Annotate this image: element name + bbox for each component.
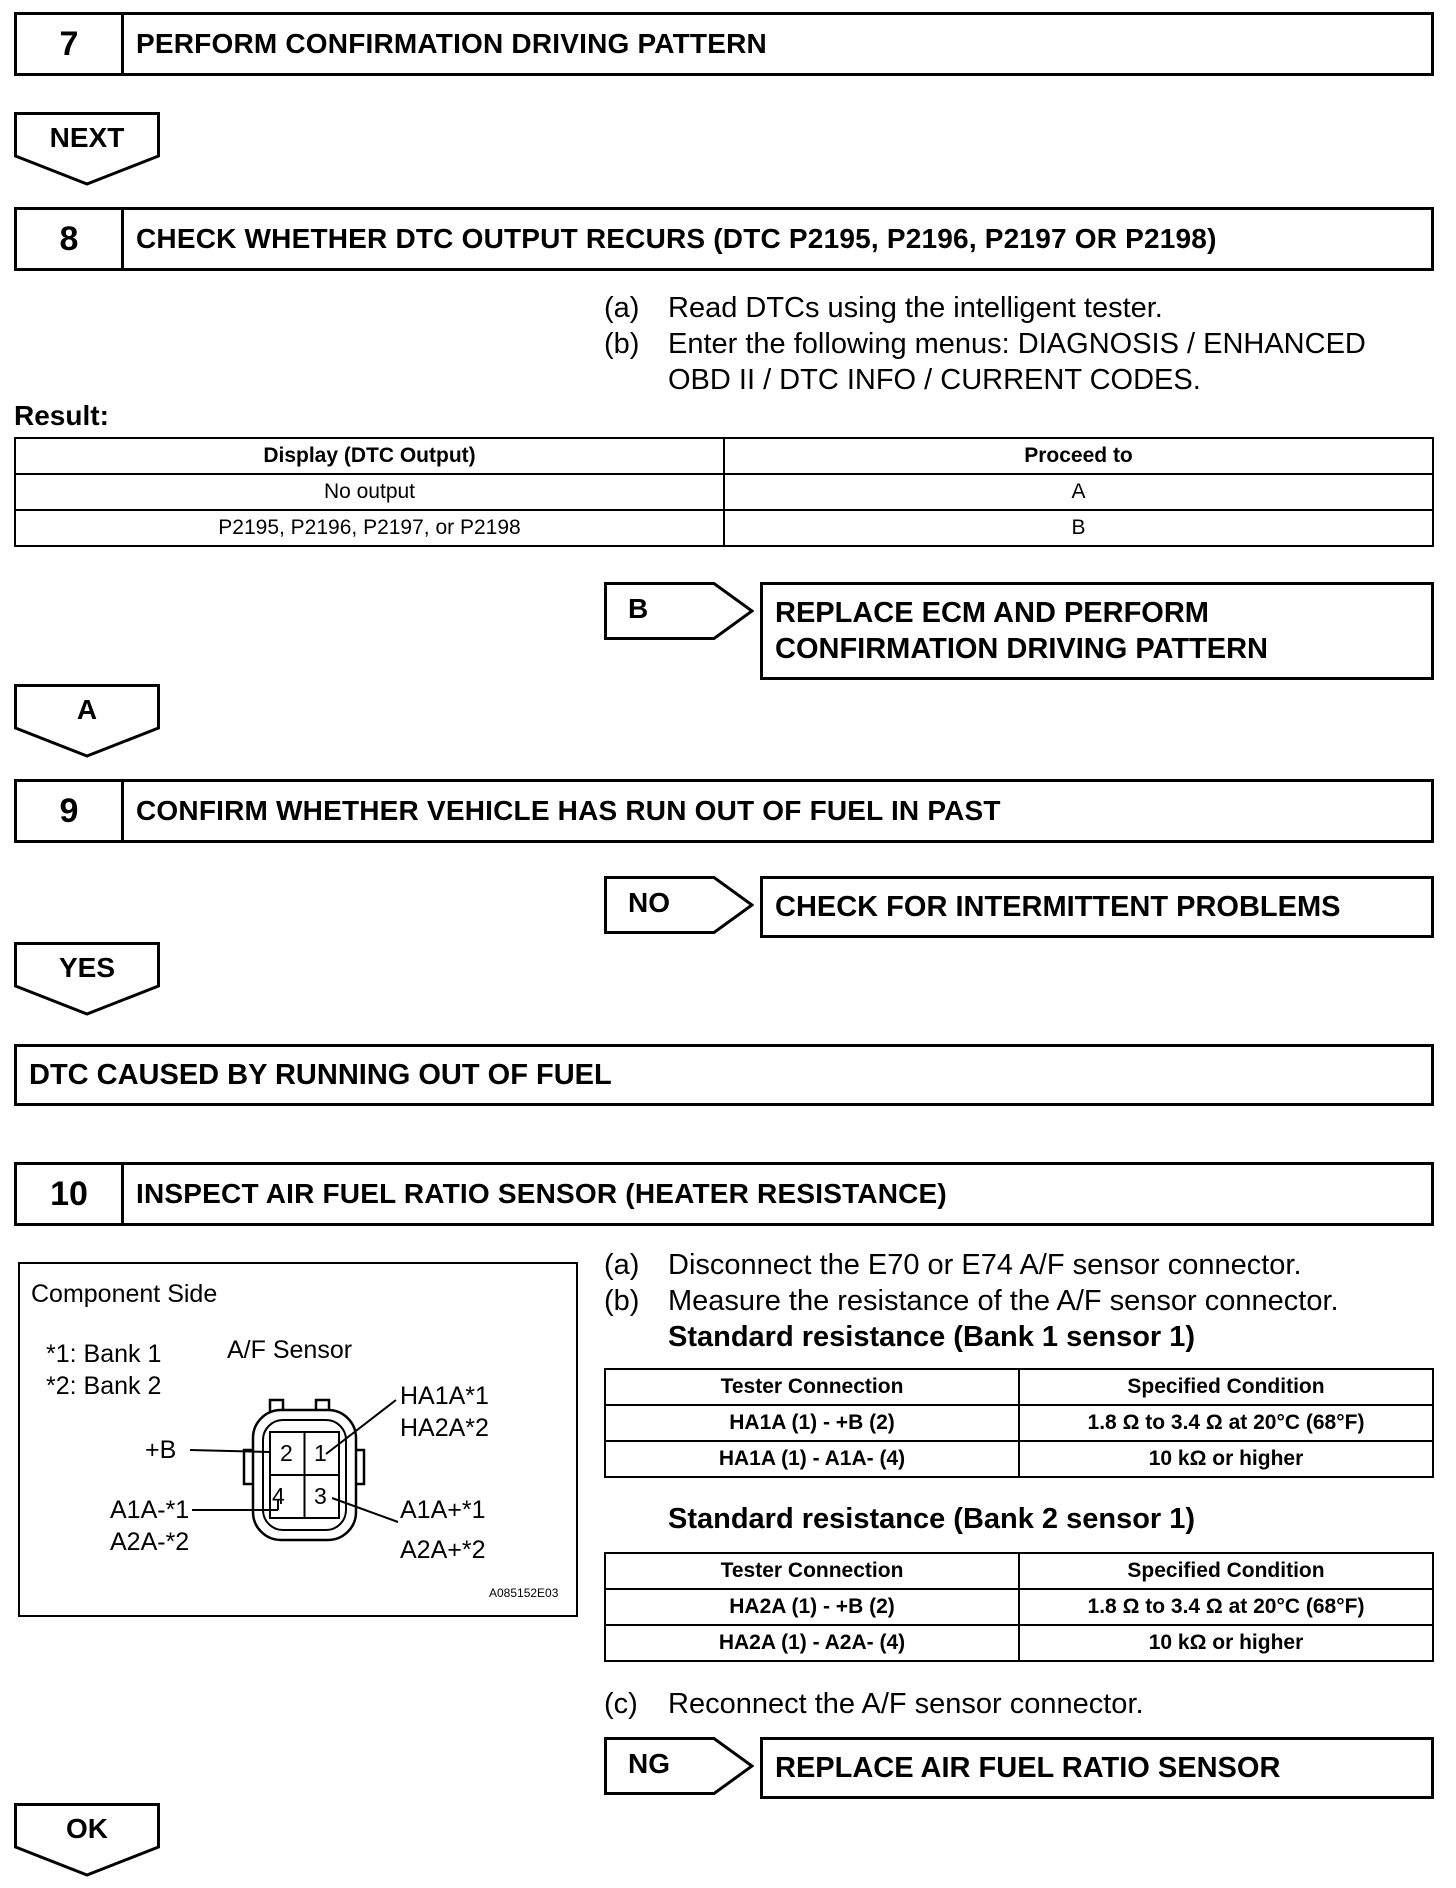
result-table	[14, 437, 1434, 547]
table-header: Tester Connection	[605, 1369, 1019, 1405]
action-line: CONFIRMATION DRIVING PATTERN	[775, 633, 1268, 665]
step-8-header	[14, 207, 1434, 271]
pin-number: 3	[314, 1483, 327, 1509]
bank1-table	[604, 1368, 1434, 1478]
table-cell: P2195, P2196, P2197, or P2198	[15, 510, 724, 546]
figure-label: HA2A*2	[400, 1414, 489, 1442]
figure-label: HA1A*1	[400, 1382, 489, 1410]
branch-b-action	[760, 582, 1434, 680]
branch-ng-label: NG	[628, 1748, 670, 1779]
action-line: REPLACE ECM AND PERFORM	[775, 597, 1209, 629]
item-text: Read DTCs using the intelligent tester.	[668, 292, 1163, 324]
branch-ng-action	[760, 1737, 1434, 1799]
table-row	[605, 1441, 1433, 1477]
table-cell: HA1A (1) - +B (2)	[605, 1405, 1019, 1441]
pin-number: 2	[280, 1440, 293, 1466]
next-label: NEXT	[49, 122, 125, 153]
table-cell: 1.8 Ω to 3.4 Ω at 20°C (68°F)	[1019, 1589, 1433, 1625]
table-row	[605, 1405, 1433, 1441]
branch-yes-label: YES	[58, 952, 116, 983]
table-row	[15, 510, 1433, 546]
item-text: Measure the resistance of the A/F sensor connector.	[668, 1285, 1339, 1317]
table-cell: HA1A (1) - A1A- (4)	[605, 1441, 1019, 1477]
table-header-row	[605, 1553, 1433, 1589]
step-number: 8	[17, 210, 124, 268]
branch-ng-arrow	[604, 1737, 754, 1795]
step-number: 9	[17, 782, 124, 840]
step-title: INSPECT AIR FUEL RATIO SENSOR (HEATER RESISTANCE)	[136, 1178, 947, 1209]
item-label: (a)	[604, 1249, 640, 1281]
pin-number: 1	[314, 1440, 327, 1466]
action-line: REPLACE AIR FUEL RATIO SENSOR	[775, 1752, 1281, 1784]
branch-yes-arrow	[14, 942, 160, 1016]
table-header: Tester Connection	[605, 1553, 1019, 1589]
table-row	[605, 1589, 1433, 1625]
figure-caption: Component Side	[31, 1280, 218, 1308]
connector-drawing	[20, 1264, 580, 1619]
figure-label: +B	[145, 1436, 177, 1464]
figure-label: A2A-*2	[110, 1528, 190, 1556]
item-text: Enter the following menus: DIAGNOSIS / ENHANCED	[668, 328, 1366, 360]
result-label: Result:	[14, 400, 109, 431]
connector-figure	[18, 1262, 578, 1617]
table-row	[15, 474, 1433, 510]
standard-2-title: Standard resistance (Bank 2 sensor 1)	[668, 1503, 1196, 1535]
action-line: DTC CAUSED BY RUNNING OUT OF FUEL	[29, 1059, 612, 1091]
figure-note: *2: Bank 2	[46, 1372, 162, 1400]
branch-ok-label: OK	[66, 1813, 108, 1844]
table-header: Display (DTC Output)	[15, 438, 724, 474]
table-cell: 10 kΩ or higher	[1019, 1625, 1433, 1661]
item-label: (c)	[604, 1688, 638, 1720]
table-header-row	[605, 1369, 1433, 1405]
yes-result-box	[14, 1044, 1434, 1106]
branch-no-label: NO	[628, 887, 670, 918]
action-line: CHECK FOR INTERMITTENT PROBLEMS	[775, 891, 1341, 923]
step-number: 10	[17, 1165, 124, 1223]
item-text: Reconnect the A/F sensor connector.	[668, 1688, 1144, 1720]
pin-number: 4	[272, 1483, 285, 1509]
table-header: Specified Condition	[1019, 1369, 1433, 1405]
item-label: (b)	[604, 328, 640, 360]
table-header: Proceed to	[724, 438, 1433, 474]
step-10-instructions	[604, 1247, 1434, 1327]
figure-code: A085152E03	[489, 1586, 559, 1600]
figure-label: A/F Sensor	[227, 1336, 353, 1364]
step-7-header	[14, 12, 1434, 76]
step-title: PERFORM CONFIRMATION DRIVING PATTERN	[136, 28, 767, 59]
step-9-header	[14, 779, 1434, 843]
item-text: Disconnect the E70 or E74 A/F sensor connector.	[668, 1249, 1302, 1281]
item-label: (b)	[604, 1285, 640, 1317]
table-row	[605, 1625, 1433, 1661]
next-arrow	[14, 112, 160, 186]
table-cell: HA2A (1) - A2A- (4)	[605, 1625, 1019, 1661]
branch-b-arrow	[604, 582, 754, 640]
figure-label: A1A+*1	[400, 1496, 486, 1524]
table-cell: 1.8 Ω to 3.4 Ω at 20°C (68°F)	[1019, 1405, 1433, 1441]
bank2-table	[604, 1552, 1434, 1662]
branch-a-arrow	[14, 684, 160, 758]
table-header-row	[15, 438, 1433, 474]
table-cell: 10 kΩ or higher	[1019, 1441, 1433, 1477]
branch-ok-arrow	[14, 1803, 160, 1877]
table-cell: No output	[15, 474, 724, 510]
figure-label: A2A+*2	[400, 1536, 486, 1564]
item-text: OBD II / DTC INFO / CURRENT CODES.	[668, 364, 1201, 396]
figure-note: *1: Bank 1	[46, 1340, 162, 1368]
standard-1-title: Standard resistance (Bank 1 sensor 1)	[668, 1321, 1196, 1353]
item-label: (a)	[604, 292, 640, 324]
step-10-instruction-c	[604, 1686, 1434, 1726]
branch-no-arrow	[604, 876, 754, 934]
branch-b-label: B	[628, 593, 649, 624]
table-cell: HA2A (1) - +B (2)	[605, 1589, 1019, 1625]
step-title: CONFIRM WHETHER VEHICLE HAS RUN OUT OF FUEL IN PAST	[136, 795, 1001, 826]
step-8-instructions	[604, 290, 1434, 400]
branch-no-action	[760, 876, 1434, 938]
table-cell: B	[724, 510, 1433, 546]
table-header: Specified Condition	[1019, 1553, 1433, 1589]
step-10-header	[14, 1162, 1434, 1226]
figure-label: A1A-*1	[110, 1496, 190, 1524]
branch-a-label: A	[76, 694, 98, 725]
step-title: CHECK WHETHER DTC OUTPUT RECURS (DTC P2195, P2196, P2197 OR P2198)	[136, 223, 1217, 254]
step-number: 7	[17, 15, 124, 73]
table-cell: A	[724, 474, 1433, 510]
